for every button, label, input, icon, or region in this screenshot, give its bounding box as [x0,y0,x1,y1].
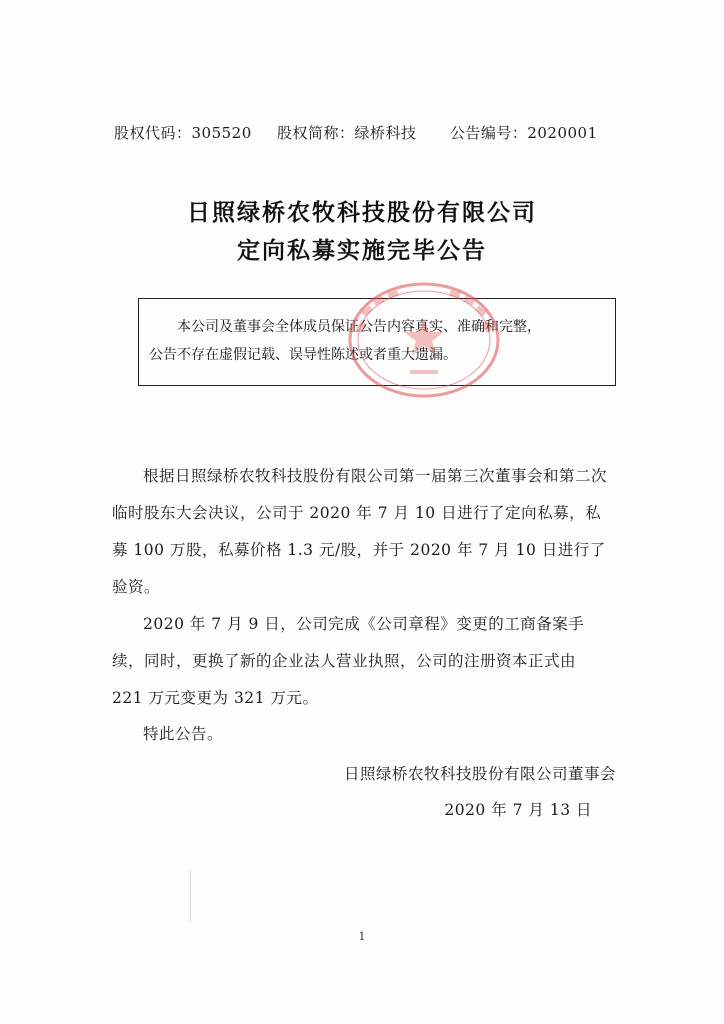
paragraph-private-placement: 根据日照绿桥农牧科技股份有限公司第一届第三次董事会和第二次临时股东大会决议，公司于 2020 年 7 月 10 日进行了定向私募，私募 100 万股，私募价格 1.3 元/股，并于 2020 年 7 月 10 日进行了验资。 [112,467,608,596]
body-paragraph-1 [112,458,612,606]
notice-number: 公告编号：2020001 [449,124,598,142]
disclaimer-line-2: 公告不存在虚假记载、误导性陈述或者重大遗漏。 [149,347,457,363]
disclaimer-line-1: 本公司及董事会全体成员保证公告内容真实、准确和完整， [177,319,541,335]
signature-company: 日照绿桥农牧科技股份有限公司董事会 [343,765,616,783]
announcement-header [114,122,634,143]
scan-artifact-line [190,870,191,922]
disclaimer-box [138,298,616,386]
body-paragraph-2 [112,606,612,717]
paragraph-registered-capital: 2020 年 7 月 9 日，公司完成《公司章程》变更的工商备案手续，同时，更换了新的企业法人营业执照，公司的注册资本正式由 221 万元变更为 321 万元。 [112,615,585,707]
stock-abbreviation: 股权简称：绿桥科技 [277,124,417,142]
stock-code: 股权代码：305520 [114,124,252,142]
page-number: 1 [358,930,366,943]
document-title-subject: 定向私募实施完毕公告 [237,237,487,264]
body-paragraph-3 [112,716,612,753]
paragraph-closing: 特此公告。 [143,725,224,743]
signature-date: 2020 年 7 月 13 日 [444,801,592,819]
document-title-company: 日照绿桥农牧科技股份有限公司 [187,199,537,226]
